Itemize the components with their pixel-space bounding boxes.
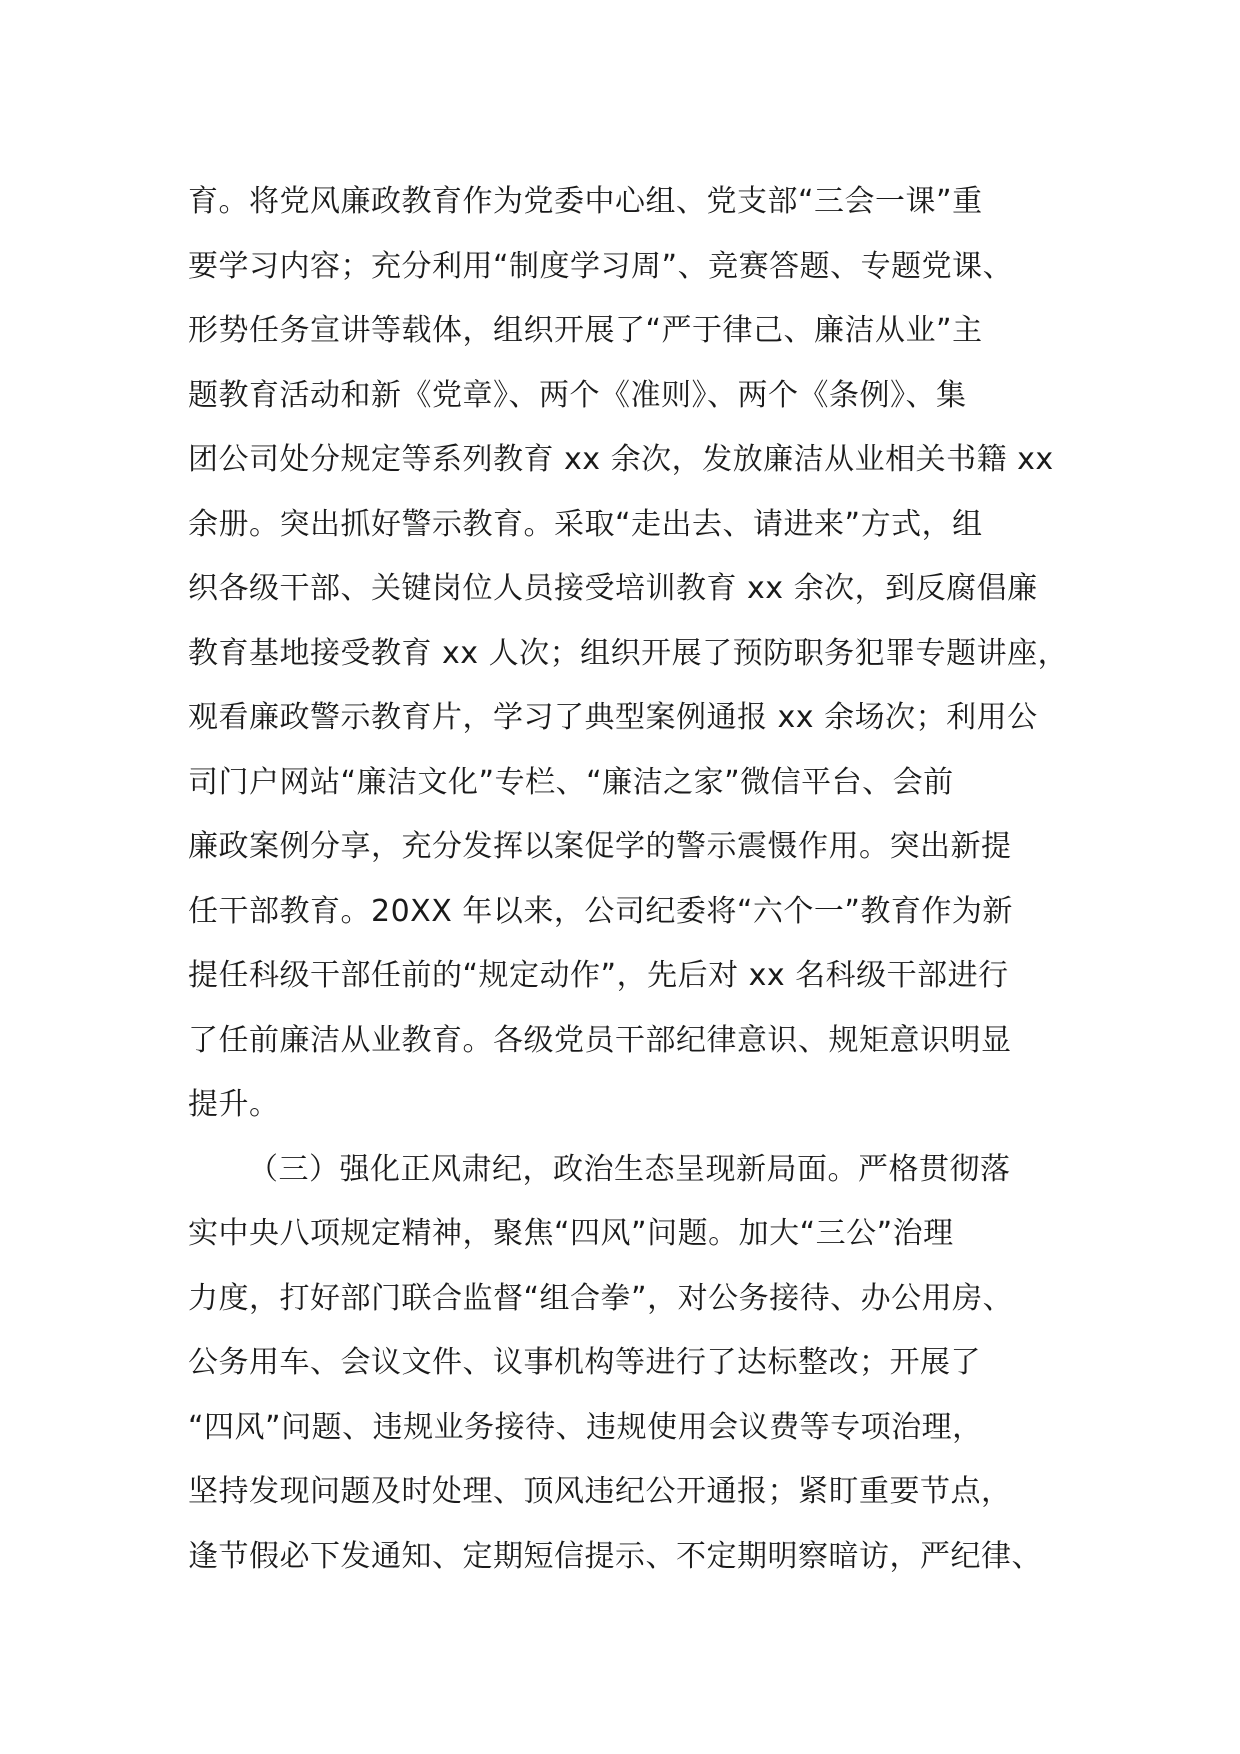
paragraph-line: 力度，打好部门联合监督“组合拳”，对公务接待、办公用房、 <box>188 1280 1014 1316</box>
paragraph-line: 育。将党风廉政教育作为党委中心组、党支部“三会一课”重 <box>188 184 983 219</box>
paragraph-line: 逢节假必下发通知、定期短信提示、不定期明察暗访，严纪律、 <box>188 1538 1042 1574</box>
paragraph-line: 实中央八项规定精神，聚焦“四风”问题。加大“三公”治理 <box>188 1216 954 1251</box>
paragraph-line: 司门户网站“廉洁文化”专栏、“廉洁之家”微信平台、会前 <box>188 764 954 800</box>
section-heading-line: （三）强化正风肃纪，政治生态呈现新局面。严格贯彻落 <box>248 1151 1011 1187</box>
paragraph-line: 廉政案例分享，充分发挥以案促学的警示震慑作用。突出新提 <box>188 829 1012 864</box>
paragraph-line: 公务用车、会议文件、议事机构等进行了达标整改；开展了 <box>188 1345 981 1380</box>
paragraph-line: 观看廉政警示教育片，学习了典型案例通报 xx 余场次；利用公 <box>188 700 1038 735</box>
paragraph-line: 任干部教育。20XX 年以来，公司纪委将“六个一”教育作为新 <box>188 893 1013 929</box>
paragraph-line: 团公司处分规定等系列教育 xx 余次，发放廉洁从业相关书籍 xx <box>188 442 1054 477</box>
paragraph-line: 题教育活动和新《党章》、两个《准则》、两个《条例》、集 <box>188 377 967 413</box>
paragraph-line: 织各级干部、关键岗位人员接受培训教育 xx 余次，到反腐倡廉 <box>188 571 1038 606</box>
paragraph-line: 形势任务宣讲等载体，组织开展了“严于律己、廉洁从业”主 <box>188 313 983 348</box>
paragraph-line: 了任前廉洁从业教育。各级党员干部纪律意识、规矩意识明显 <box>188 1022 1012 1058</box>
paragraph-line: 提升。 <box>188 1087 280 1122</box>
paragraph-line: 提任科级干部任前的“规定动作”，先后对 xx 名科级干部进行 <box>188 958 1009 993</box>
paragraph-line: 坚持发现问题及时处理、顶风违纪公开通报；紧盯重要节点， <box>188 1474 1012 1509</box>
paragraph-line: 教育基地接受教育 xx 人次；组织开展了预防职务犯罪专题讲座， <box>188 635 1069 671</box>
paragraph-line: 要学习内容；充分利用“制度学习周”、竞赛答题、专题党课、 <box>188 248 1014 284</box>
paragraph-line: 余册。突出抓好警示教育。采取“走出去、请进来”方式，组 <box>188 506 983 542</box>
paragraph-line: “四风”问题、违规业务接待、违规使用会议费等专项治理， <box>188 1409 983 1445</box>
document-body <box>188 170 1088 1589</box>
